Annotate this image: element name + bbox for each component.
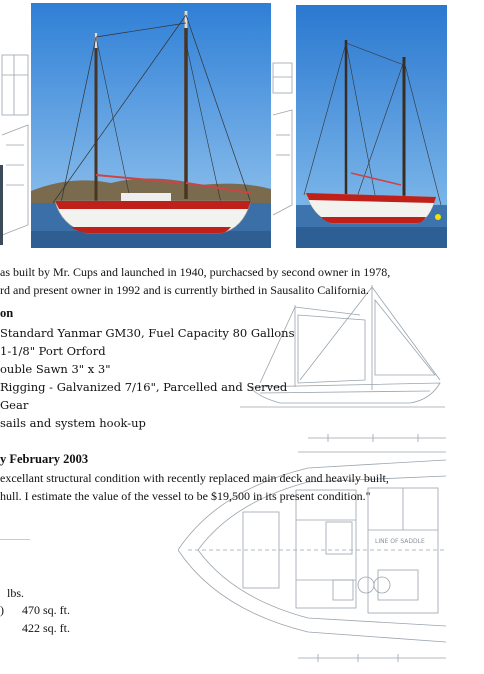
spec-planking: 1-1/8" Port Orford xyxy=(0,344,106,358)
left-edge-dark-strip xyxy=(0,165,3,245)
deck-plan-label: LINE OF SADDLE xyxy=(375,538,425,545)
deck-plan-drawing xyxy=(178,430,448,670)
sail-area-row-1-value: 470 sq. ft. xyxy=(22,603,70,617)
sail-area-row-1-prefix: ) xyxy=(0,603,4,617)
spec-frames: ouble Sawn 3" x 3" xyxy=(0,362,111,376)
intro-line-2: rd and present owner in 1992 and is currently birthed in Sausalito California. xyxy=(0,283,369,297)
survey-line-1: excellant structural condition with recently replaced main deck and heavily built, xyxy=(0,471,389,485)
boat-photo-main xyxy=(31,3,271,248)
survey-line-2: hull. I estimate the value of the vessel to be $19,500 in its present condition." xyxy=(0,489,371,503)
left-edge-drawing xyxy=(0,45,32,245)
weight-unit: lbs. xyxy=(7,586,25,600)
spec-engine: Standard Yanmar GM30, Fuel Capacity 80 Gallons xyxy=(0,326,295,340)
specs-heading: on xyxy=(0,306,14,320)
spec-gear: Gear xyxy=(0,398,29,412)
survey-heading: y February 2003 xyxy=(0,452,89,466)
boat-photo-secondary xyxy=(296,5,447,248)
spec-sails: sails and system hook-up xyxy=(0,416,146,430)
spec-rigging: Rigging - Galvanized 7/16", Parcelled and Served xyxy=(0,380,288,394)
intro-line-1: as built by Mr. Cups and launched in 1940, purchacsed by second owner in 1978, xyxy=(0,265,391,279)
sail-area-row-2-value: 422 sq. ft. xyxy=(22,621,70,635)
section-divider-line xyxy=(0,539,30,540)
center-drawing-fragment xyxy=(270,55,295,245)
